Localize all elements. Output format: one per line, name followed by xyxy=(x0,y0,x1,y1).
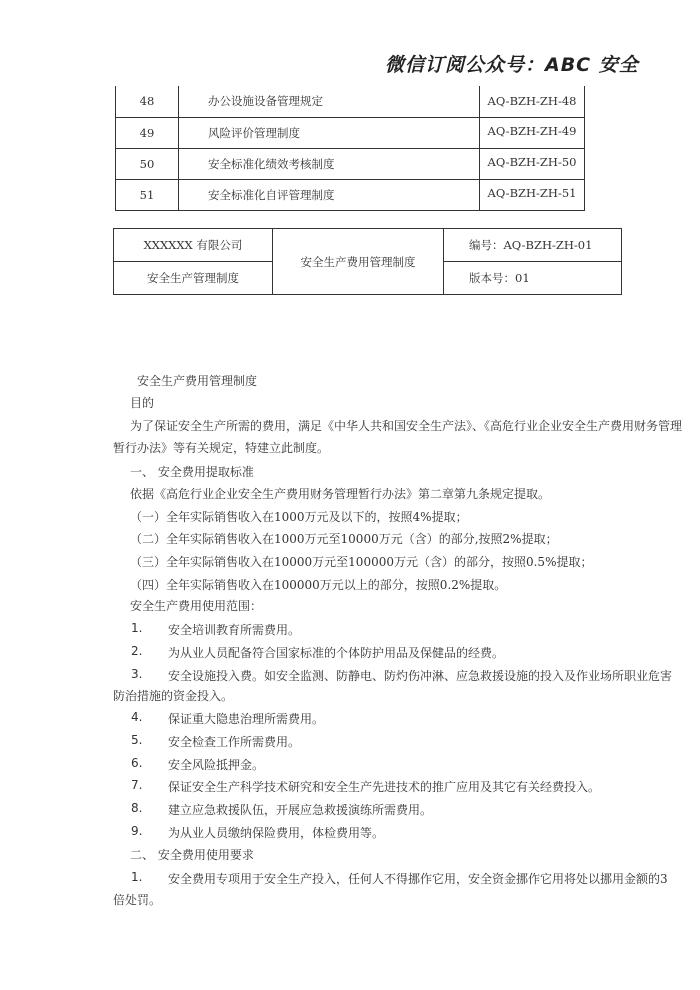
regulation-name: 风险评价管理制度 xyxy=(179,117,480,148)
scope-heading: 安全生产费用使用范围： xyxy=(130,599,263,613)
list-number: 5. xyxy=(131,733,143,747)
section-heading: 二、 安全费用使用要求 xyxy=(130,848,254,862)
list-item: 保证重大隐患治理所需费用。 xyxy=(168,712,325,726)
list-item: 安全费用专项用于安全生产投入，任何人不得挪作它用，安全资金挪作它用将处以挪用金额的3 xyxy=(168,872,668,886)
list-number: 1. xyxy=(131,870,143,884)
row-number: 48 xyxy=(116,86,179,117)
regulation-index-table xyxy=(115,86,585,211)
list-item: 保证安全生产科学技术研究和安全生产先进技术的推广应用及其它有关经费投入。 xyxy=(168,780,601,794)
watermark: 微信订阅公众号：ABC 安全 xyxy=(385,54,639,76)
basis-text: 依据《高危行业企业安全生产费用财务管理暂行办法》第二章第九条规定提取。 xyxy=(130,487,551,501)
table-row xyxy=(116,148,585,179)
regulation-code: AQ-BZH-ZH-50 xyxy=(480,148,585,179)
section-heading: 一、 安全费用提取标准 xyxy=(130,465,254,479)
table-row xyxy=(116,179,585,210)
list-number: 2. xyxy=(131,644,143,658)
document-header-table xyxy=(113,228,622,295)
row-number: 50 xyxy=(116,148,179,179)
row-number: 49 xyxy=(116,117,179,148)
document-category: 安全生产管理制度 xyxy=(114,262,273,295)
regulation-code: AQ-BZH-ZH-51 xyxy=(480,179,585,210)
list-number: 3. xyxy=(131,667,143,681)
list-item: 安全培训教育所需费用。 xyxy=(168,623,301,637)
rate-item: （一）全年实际销售收入在1000万元及以下的，按照4%提取； xyxy=(130,510,468,524)
list-item-cont: 倍处罚。 xyxy=(113,893,162,907)
list-item: 建立应急救援队伍，开展应急救援演练所需费用。 xyxy=(168,803,433,817)
rate-item: （二）全年实际销售收入在1000万元至10000万元（含）的部分,按照2%提取； xyxy=(130,532,558,546)
list-item: 为从业人员缴纳保险费用，体检费用等。 xyxy=(168,826,385,840)
regulation-name: 安全标准化自评管理制度 xyxy=(179,179,480,210)
purpose-text: 为了保证安全生产所需的费用，满足《中华人共和国安全生产法》、《高危行业企业安全生产费用财务管理 xyxy=(130,419,683,433)
body-title: 安全生产费用管理制度 xyxy=(137,374,258,388)
list-item: 安全风险抵押金。 xyxy=(168,758,265,772)
table-row xyxy=(116,86,585,117)
rate-item: （四）全年实际销售收入在100000万元以上的部分，按照0.2%提取。 xyxy=(130,578,507,592)
company-name: XXXXXX 有限公司 xyxy=(114,229,273,262)
list-item: 为从业人员配备符合国家标准的个体防护用品及保健品的经费。 xyxy=(168,646,505,660)
document-title: 安全生产费用管理制度 xyxy=(273,229,444,295)
list-number: 6. xyxy=(131,756,143,770)
purpose-heading: 目的 xyxy=(130,396,155,410)
regulation-code: AQ-BZH-ZH-48 xyxy=(480,86,585,117)
list-item: 安全检查工作所需费用。 xyxy=(168,735,301,749)
list-number: 9. xyxy=(131,824,143,838)
list-number: 4. xyxy=(131,710,143,724)
list-item: 安全设施投入费。如安全监测、防静电、防灼伤冲淋、应急救援设施的投入及作业场所职业危害 xyxy=(168,669,673,683)
table-row xyxy=(116,117,585,148)
regulation-name: 办公设施设备管理规定 xyxy=(179,86,480,117)
list-item-cont: 防治措施的资金投入。 xyxy=(113,689,234,703)
document-version: 版本号：01 xyxy=(444,262,622,295)
regulation-name: 安全标准化绩效考核制度 xyxy=(179,148,480,179)
regulation-code: AQ-BZH-ZH-49 xyxy=(480,117,585,148)
document-code: 编号：AQ-BZH-ZH-01 xyxy=(444,229,622,262)
list-number: 8. xyxy=(131,801,143,815)
list-number: 1. xyxy=(131,621,143,635)
purpose-text-cont: 暂行办法》等有关规定，特建立此制度。 xyxy=(113,441,330,455)
list-number: 7. xyxy=(131,778,143,792)
row-number: 51 xyxy=(116,179,179,210)
rate-item: （三）全年实际销售收入在10000万元至100000万元（含）的部分，按照0.5%提取； xyxy=(130,555,593,569)
